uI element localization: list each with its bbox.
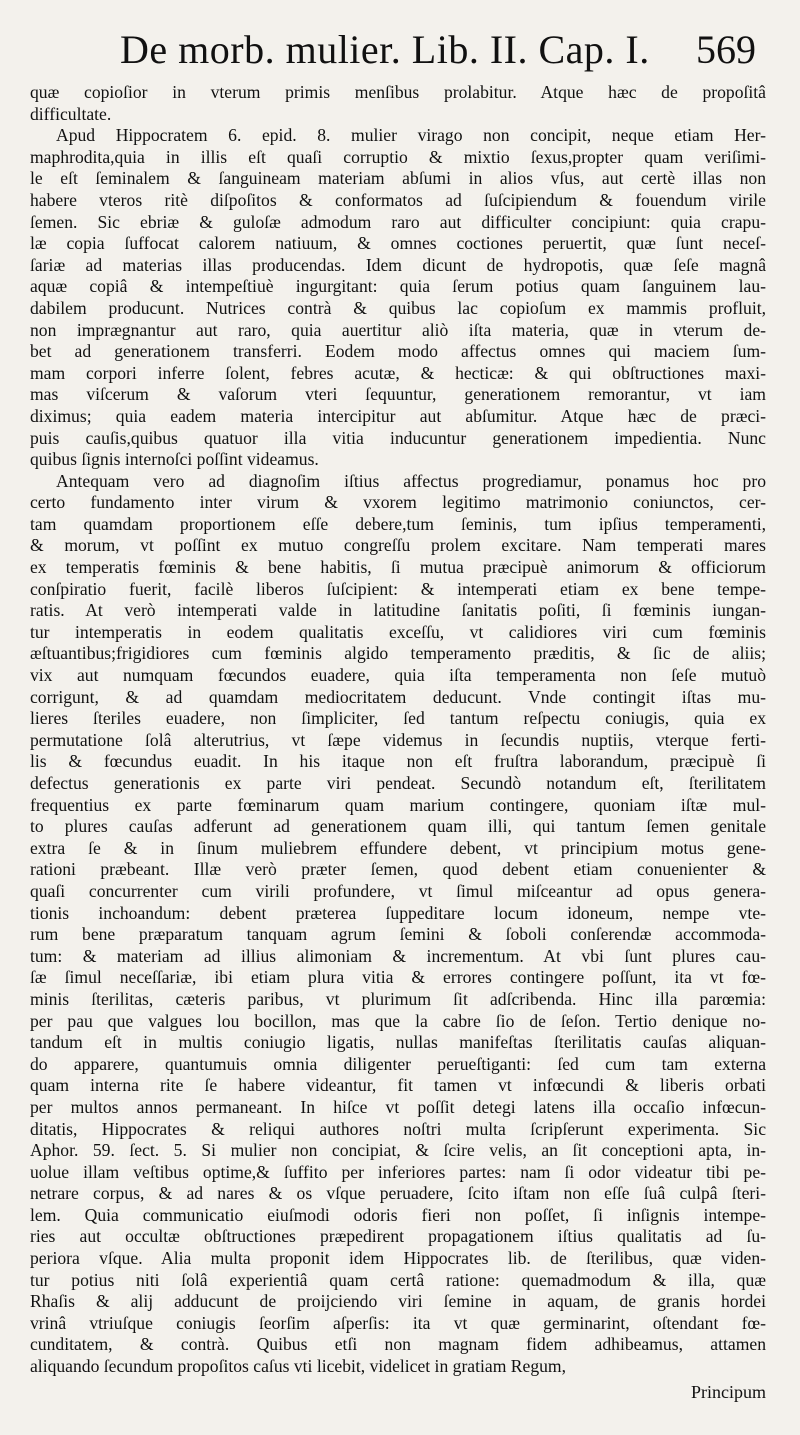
text-line: lis & fœcundus euadit. In his itaque non eſt fruſtra laborandum, præcipuè ſi [30,751,766,772]
text-line: minis ſterilitas, cæteris paribus, vt plurimum ſit adſcribenda. Hinc illa parœmia: [30,988,766,1009]
text-line: puis cauſis,quibus quatuor illa vitia inducuntur generationem impedientia. Nunc [30,427,766,448]
text-line: Apud Hippocratem 6. epid. 8. mulier virago non concipit, neque etiam Her- [56,125,766,146]
text-line: quibus ſignis internoſci poſſint videamus. [30,449,319,470]
text-line: netrare corpus, & ad nares & os vſque peruadere, ſcito iſtam non eſſe ſuâ culpâ ſteri- [30,1183,766,1204]
text-line: vix aut numquam fœcundos euadere, quia iſta temperamenta non ſeſe mutuò [30,665,766,686]
text-line: tum: & materiam ad illius alimoniam & incrementum. At vbi ſunt plures cau- [30,945,766,966]
text-line: tandum eſt in multis coniugio ligatis, nullas manifeſtas ſterilitatis cauſas aliquan- [30,1032,766,1053]
text-line: diximus; quia eadem materia intercipitur aut abſumitur. Atque hæc de præci- [30,405,766,426]
text-line: æſtuantibus;frigidiores cum fœminis algido temperamento præditis, & ſic de aliis; [30,643,766,664]
text-line: permutatione ſolâ alterutrius, vt ſæpe videmus in ſecundis nuptiis, vterque ferti- [30,729,766,750]
text-line: vrinâ vtriuſque coniugis ſeorſim aſperſis: ita vt quæ germinarint, oſtendant fœ- [30,1312,766,1333]
text-line: uolue illam veſtibus optime,& ſuffito per inferiores partes: nam ſi odor videatur tibi pe- [30,1161,766,1182]
text-line: per pau que valgues lou bocillon, mas que la cabre ſio de ſeſon. Tertio denique no- [30,1010,766,1031]
text-line: per multos annos permaneant. In hiſce vt poſſit detegi latens illa occaſio infœcun- [30,1096,766,1117]
text-line: quam interna rite ſe habere videantur, fit tamen vt infœcundi & liberis orbati [30,1075,766,1096]
text-line: mam corpori inferre ſolent, febres acutæ, & hecticæ: & qui obſtructiones maxi- [30,362,766,383]
running-title: De morb. mulier. Lib. II. Cap. I. [120,27,650,72]
text-line: frequentius ex parte fœminarum quam marium contingere, quoniam iſtæ mul- [30,794,766,815]
text-line: le eſt ſeminalem & ſanguineam materiam abſumi in alios vſus, aut certè illas non [30,168,766,189]
text-line: ditatis, Hippocrates & reliqui authores noſtri multa ſcripſerunt experimenta. Sic [30,1118,766,1139]
text-line: ſæ ſimul neceſſariæ, ibi etiam plura vitia & errores contingere poſſunt, ita vt fœ- [30,967,766,988]
text-line: cunditatem, & contrà. Quibus etſi non magnam fidem adhibeamus, attamen [30,1334,766,1355]
text-line: conſpiratio fuerit, facilè liberos ſuſcipient: & intemperati etiam ex bene tempe- [30,578,766,599]
text-line: difficultate. [30,103,112,124]
text-line: Antequam vero ad diagnoſim iſtius affectus progrediamur, ponamus hoc pro [56,470,766,491]
text-line: extra ſe & in ſinum muliebrem effundere debent, vt principium motus gene- [30,837,766,858]
text-line: quæ copioſior in vterum primis menſibus prolabitur. Atque hæc de propoſitâ [30,82,766,102]
page-number: 569 [696,27,756,72]
text-line: aliquando ſecundum propoſitos caſus vti licebit, videlicet in gratiam Regum, [30,1356,566,1377]
text-line: tur potius niti ſolâ experientiâ quam certâ ratione: quemadmodum & illa, quæ [30,1269,766,1290]
text-line: tam quamdam proportionem eſſe debere,tum ſeminis, tum ipſius temperamenti, [30,513,766,534]
text-line: corrigunt, & ad quamdam mediocritatem deducunt. Vnde contingit iſtas mu- [30,686,766,707]
text-line: ries aut occultæ obſtructiones præpedirent propagationem iſtius qualitatis ad ſu- [30,1226,766,1247]
text-line: mas viſcerum & vaſorum vteri ſequuntur, generationem remorantur, vt iam [30,384,766,405]
text-line: defectus generationis ex parte viri pendeat. Secundò notandum eſt, ſterilitatem [30,773,766,793]
text-line: non imprægnantur aut raro, quia auertitur aliò iſta materia, quæ in vterum de- [30,319,766,340]
body-text [30,82,766,1378]
text-line: ratis. At verò intemperati valde in latitudine ſanitatis poſiti, ſi fœminis iungan- [30,600,766,621]
text-line: bet ad generationem transferri. Eodem modo affectus omnes qui maciem ſum- [30,341,766,362]
text-line: certo fundamento inter virum & vxorem legitimo matrimonio coniunctos, cer- [30,492,766,513]
text-line: to plures cauſas adferunt ad generationem quam illi, qui tantum ſemen genitale [30,816,766,837]
text-line: lieres ſteriles euadere, non ſimpliciter, ſed tantum reſpectu coniugis, quia ex [30,708,766,729]
text-line: maphrodita,quia in illis eſt quaſi corruptio & mixtio ſexus,propter quam veriſimi- [30,146,766,167]
text-line: Rhaſis & alij adducunt de proijciendo viri ſemine in aquam, de granis hordei [30,1291,766,1312]
text-line: lem. Quia communicatio eiuſmodi odoris fieri non poſſet, ſi inſignis intempe- [30,1204,766,1225]
text-line: rum bene præparatum tanquam agrum ſemini & ſoboli conſerendæ accommoda- [30,924,766,945]
text-line: læ copia ſuffocat calorem natiuum, & omnes coctiones peruertit, quæ ſunt neceſ- [30,233,766,254]
page-header [30,22,766,82]
text-line: periora vſque. Alia multa proponit idem Hippocrates lib. de ſterilibus, quæ viden- [30,1248,766,1269]
text-line: rationi præbeant. Illæ verò præter ſemen, quod debent etiam conuenienter & [30,859,766,880]
text-line: quaſi concurrenter cum virili profundere, vt ſimul miſceantur ad opus genera- [30,880,766,901]
text-line: tionis inchoandum: debent præterea ſuppeditare locum idoneum, nempe vte- [30,902,766,923]
text-line: aquæ copiâ & intempeſtiuè ingurgitant: quia ſerum potius quam ſanguinem lau- [30,276,766,297]
text-line: do apparere, quantumuis omnia diligenter perueſtiganti: ſed cum tam externa [30,1053,766,1074]
text-line: Aphor. 59. ſect. 5. Si mulier non concipiat, & ſcire velis, an ſit conceptioni apta, in- [30,1140,766,1161]
catchword: Principum [691,1382,766,1402]
text-line: ſariæ ad materias illas producendas. Idem dicunt de hydropotis, quæ ſeſe magnâ [30,254,766,275]
text-line: habere vteros ritè diſpoſitos & conformatos ad ſuſcipiendum & fouendum virile [30,189,766,210]
text-line: dabilem producunt. Nutrices contrà & quibus lac copioſum ex mammis profluit, [30,297,766,318]
text-line: ex temperatis fœminis & bene habitis, ſi mutua præcipuè animorum & officiorum [30,557,766,578]
text-line: ſemen. Sic ebriæ & guloſæ admodum raro aut difficulter concipiunt: quia crapu- [30,211,766,232]
text-line: & morum, vt poſſint ex mutuo congreſſu prolem excitare. Nam temperati mares [30,535,766,556]
text-line: tur intemperatis in eodem qualitatis exceſſu, vt calidiores viri cum fœminis [30,621,766,642]
